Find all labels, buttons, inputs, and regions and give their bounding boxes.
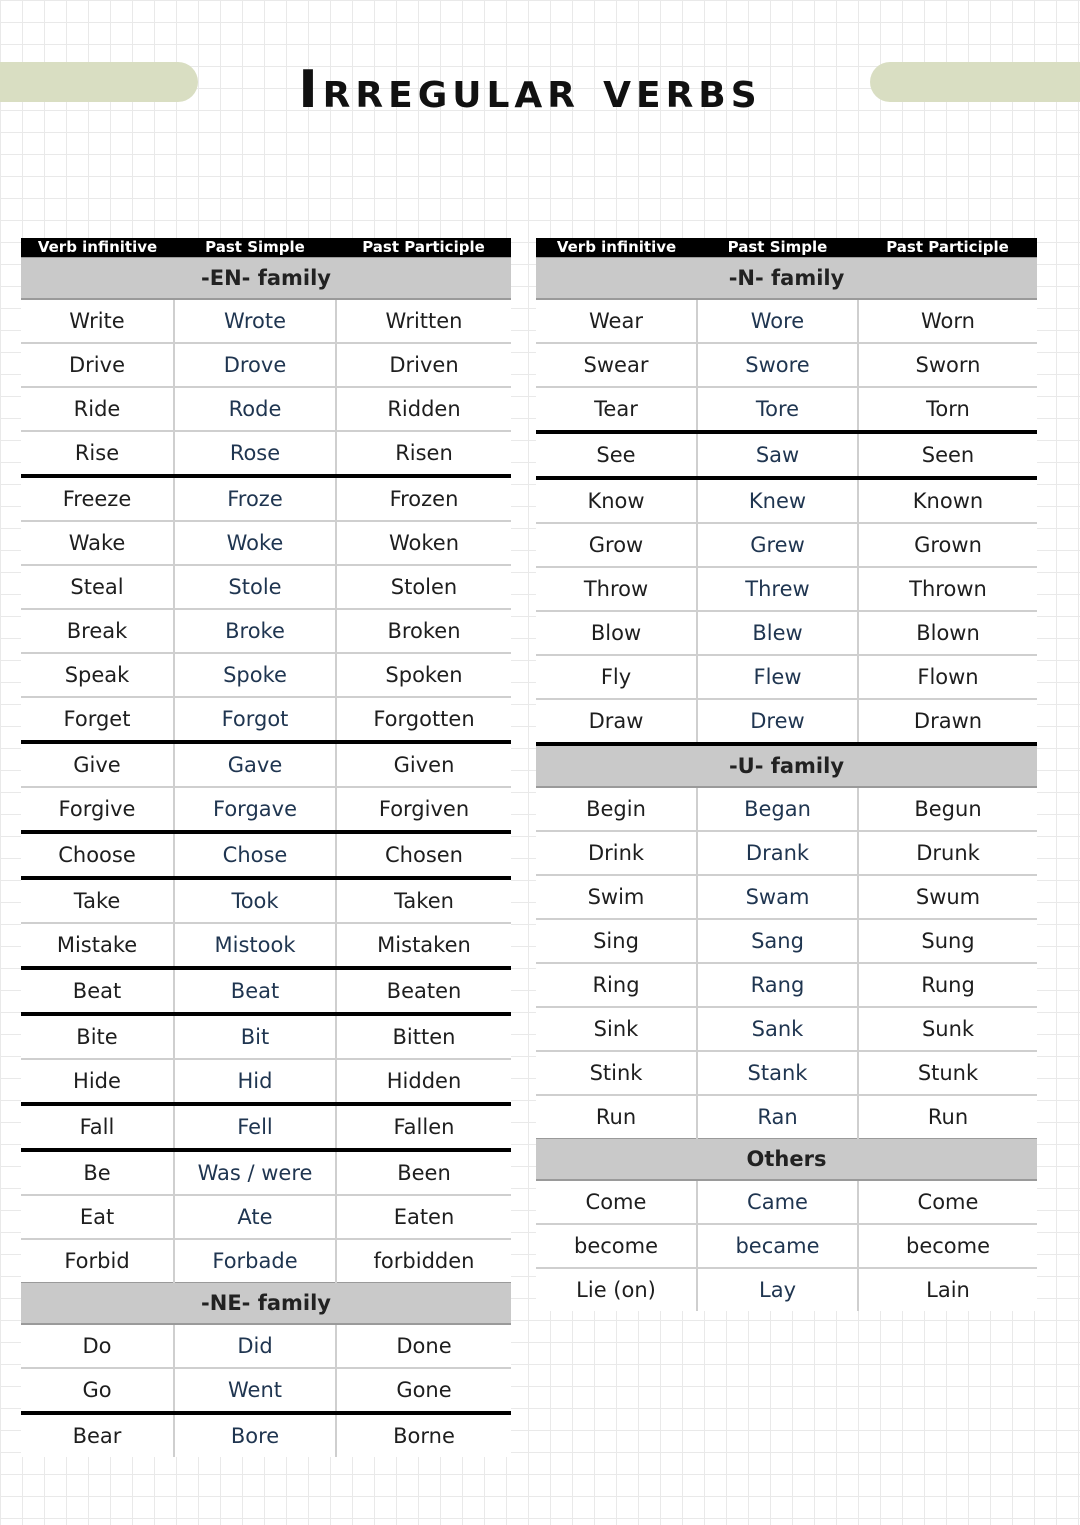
- past-participle-cell: Woken: [336, 521, 511, 565]
- past-simple-cell: became: [697, 1224, 858, 1268]
- past-simple-cell: Stole: [174, 565, 336, 609]
- verb-infinitive-cell: Draw: [536, 699, 697, 744]
- past-simple-cell: Did: [174, 1324, 336, 1368]
- family-header-row: [536, 258, 1037, 300]
- past-simple-cell: Blew: [697, 611, 858, 655]
- verb-infinitive-cell: Fall: [21, 1104, 174, 1150]
- past-simple-cell: Grew: [697, 523, 858, 567]
- table-row: [21, 1324, 511, 1368]
- past-participle-cell: Stunk: [858, 1051, 1037, 1095]
- past-participle-cell: Hidden: [336, 1059, 511, 1104]
- header-past-simple: Past Simple: [174, 238, 336, 258]
- past-simple-cell: Ate: [174, 1195, 336, 1239]
- verb-table-left: [21, 238, 511, 1457]
- table-row: [21, 1368, 511, 1413]
- past-participle-cell: Thrown: [858, 567, 1037, 611]
- past-simple-cell: Saw: [697, 432, 858, 478]
- past-participle-cell: Sunk: [858, 1007, 1037, 1051]
- past-simple-cell: Forgave: [174, 787, 336, 832]
- verb-infinitive-cell: Bear: [21, 1413, 174, 1457]
- header-past-participle: Past Participle: [336, 238, 511, 258]
- past-simple-cell: Fell: [174, 1104, 336, 1150]
- past-participle-cell: Swum: [858, 875, 1037, 919]
- past-simple-cell: Bore: [174, 1413, 336, 1457]
- past-participle-cell: Begun: [858, 787, 1037, 831]
- verb-infinitive-cell: Do: [21, 1324, 174, 1368]
- table-row: [21, 968, 511, 1014]
- verb-infinitive-cell: Ring: [536, 963, 697, 1007]
- past-participle-cell: Stolen: [336, 565, 511, 609]
- table-row: [21, 431, 511, 476]
- verb-infinitive-cell: Sink: [536, 1007, 697, 1051]
- verb-infinitive-cell: Lie (on): [536, 1268, 697, 1311]
- verb-infinitive-cell: Give: [21, 742, 174, 787]
- verb-infinitive-cell: Forbid: [21, 1239, 174, 1283]
- past-simple-cell: Wore: [697, 299, 858, 343]
- past-simple-cell: Came: [697, 1180, 858, 1224]
- past-participle-cell: Rung: [858, 963, 1037, 1007]
- table-row: [21, 476, 511, 521]
- past-simple-cell: Forbade: [174, 1239, 336, 1283]
- table-row: [21, 742, 511, 787]
- verb-infinitive-cell: Be: [21, 1150, 174, 1195]
- past-simple-cell: Threw: [697, 567, 858, 611]
- header-verb-infinitive: Verb infinitive: [536, 238, 697, 258]
- past-participle-cell: Frozen: [336, 476, 511, 521]
- table-row: [536, 343, 1037, 387]
- table-row: [536, 387, 1037, 432]
- verb-infinitive-cell: Forget: [21, 697, 174, 742]
- past-participle-cell: Beaten: [336, 968, 511, 1014]
- past-participle-cell: Given: [336, 742, 511, 787]
- past-participle-cell: Fallen: [336, 1104, 511, 1150]
- table-row: [21, 609, 511, 653]
- verb-infinitive-cell: Grow: [536, 523, 697, 567]
- verb-infinitive-cell: Go: [21, 1368, 174, 1413]
- past-simple-cell: Drew: [697, 699, 858, 744]
- past-simple-cell: Froze: [174, 476, 336, 521]
- past-simple-cell: Went: [174, 1368, 336, 1413]
- table-row: [21, 1014, 511, 1059]
- past-participle-cell: become: [858, 1224, 1037, 1268]
- verb-infinitive-cell: Tear: [536, 387, 697, 432]
- verb-infinitive-cell: Break: [21, 609, 174, 653]
- past-participle-cell: Run: [858, 1095, 1037, 1139]
- verb-infinitive-cell: Drive: [21, 343, 174, 387]
- table-row: [536, 1268, 1037, 1311]
- verb-infinitive-cell: Wear: [536, 299, 697, 343]
- verb-infinitive-cell: Bite: [21, 1014, 174, 1059]
- past-simple-cell: Beat: [174, 968, 336, 1014]
- family-label: -NE- family: [21, 1283, 511, 1325]
- table-row: [536, 567, 1037, 611]
- verb-infinitive-cell: Drink: [536, 831, 697, 875]
- verb-infinitive-cell: Swear: [536, 343, 697, 387]
- past-participle-cell: Drunk: [858, 831, 1037, 875]
- decorative-band-left: [0, 62, 198, 102]
- table-row: [536, 1051, 1037, 1095]
- past-participle-cell: Mistaken: [336, 923, 511, 968]
- past-simple-cell: Spoke: [174, 653, 336, 697]
- past-simple-cell: Ran: [697, 1095, 858, 1139]
- past-simple-cell: Rose: [174, 431, 336, 476]
- table-row: [536, 432, 1037, 478]
- past-simple-cell: Stank: [697, 1051, 858, 1095]
- past-simple-cell: Rang: [697, 963, 858, 1007]
- past-participle-cell: Sung: [858, 919, 1037, 963]
- past-simple-cell: Bit: [174, 1014, 336, 1059]
- past-simple-cell: Swore: [697, 343, 858, 387]
- past-participle-cell: Bitten: [336, 1014, 511, 1059]
- verb-infinitive-cell: Sing: [536, 919, 697, 963]
- verb-table-right: [536, 238, 1037, 1311]
- past-participle-cell: Lain: [858, 1268, 1037, 1311]
- table-row: [536, 478, 1037, 523]
- table-row: [21, 565, 511, 609]
- past-simple-cell: Wrote: [174, 299, 336, 343]
- verb-infinitive-cell: Take: [21, 878, 174, 923]
- family-label: -N- family: [536, 258, 1037, 300]
- table-row: [21, 1059, 511, 1104]
- past-participle-cell: Grown: [858, 523, 1037, 567]
- past-participle-cell: Eaten: [336, 1195, 511, 1239]
- header-past-simple: Past Simple: [697, 238, 858, 258]
- table-row: [536, 963, 1037, 1007]
- past-simple-cell: Sank: [697, 1007, 858, 1051]
- verb-infinitive-cell: Freeze: [21, 476, 174, 521]
- verb-infinitive-cell: Ride: [21, 387, 174, 431]
- past-participle-cell: Taken: [336, 878, 511, 923]
- table-row: [536, 1007, 1037, 1051]
- past-simple-cell: Forgot: [174, 697, 336, 742]
- verb-infinitive-cell: Fly: [536, 655, 697, 699]
- table-row: [536, 655, 1037, 699]
- table-row: [21, 387, 511, 431]
- table-row: [21, 343, 511, 387]
- table-row: [536, 1095, 1037, 1139]
- table-body: [536, 258, 1037, 1312]
- verb-infinitive-cell: See: [536, 432, 697, 478]
- header-past-participle: Past Participle: [858, 238, 1037, 258]
- verb-infinitive-cell: Speak: [21, 653, 174, 697]
- decorative-band-right: [870, 62, 1080, 102]
- table-row: [21, 521, 511, 565]
- verb-infinitive-cell: Come: [536, 1180, 697, 1224]
- table-row: [21, 1413, 511, 1457]
- past-participle-cell: Chosen: [336, 832, 511, 878]
- past-participle-cell: Forgiven: [336, 787, 511, 832]
- past-simple-cell: Was / were: [174, 1150, 336, 1195]
- verb-infinitive-cell: Know: [536, 478, 697, 523]
- table-row: [21, 878, 511, 923]
- past-simple-cell: Hid: [174, 1059, 336, 1104]
- table-row: [21, 832, 511, 878]
- past-participle-cell: Seen: [858, 432, 1037, 478]
- page-title: Irregular verbs: [298, 60, 762, 120]
- past-participle-cell: Gone: [336, 1368, 511, 1413]
- table-row: [21, 923, 511, 968]
- verb-infinitive-cell: Run: [536, 1095, 697, 1139]
- table-row: [536, 831, 1037, 875]
- table-row: [536, 699, 1037, 744]
- past-participle-cell: Drawn: [858, 699, 1037, 744]
- past-simple-cell: Flew: [697, 655, 858, 699]
- family-label: -U- family: [536, 744, 1037, 787]
- past-participle-cell: Risen: [336, 431, 511, 476]
- verb-infinitive-cell: Rise: [21, 431, 174, 476]
- table-row: [21, 1150, 511, 1195]
- past-simple-cell: Swam: [697, 875, 858, 919]
- past-simple-cell: Woke: [174, 521, 336, 565]
- past-participle-cell: Come: [858, 1180, 1037, 1224]
- past-participle-cell: Torn: [858, 387, 1037, 432]
- table-row: [536, 875, 1037, 919]
- family-label: -EN- family: [21, 258, 511, 300]
- verb-infinitive-cell: Mistake: [21, 923, 174, 968]
- verb-infinitive-cell: Wake: [21, 521, 174, 565]
- past-participle-cell: Spoken: [336, 653, 511, 697]
- verb-infinitive-cell: Eat: [21, 1195, 174, 1239]
- past-participle-cell: Ridden: [336, 387, 511, 431]
- table-row: [536, 1224, 1037, 1268]
- table-row: [536, 523, 1037, 567]
- family-header-row: [21, 258, 511, 300]
- table-row: [21, 787, 511, 832]
- verb-infinitive-cell: Steal: [21, 565, 174, 609]
- past-participle-cell: Borne: [336, 1413, 511, 1457]
- past-simple-cell: Gave: [174, 742, 336, 787]
- past-participle-cell: Sworn: [858, 343, 1037, 387]
- past-participle-cell: Done: [336, 1324, 511, 1368]
- past-participle-cell: Written: [336, 299, 511, 343]
- verb-infinitive-cell: Write: [21, 299, 174, 343]
- past-simple-cell: Mistook: [174, 923, 336, 968]
- past-participle-cell: Forgotten: [336, 697, 511, 742]
- past-simple-cell: Drank: [697, 831, 858, 875]
- table-row: [21, 1104, 511, 1150]
- header-verb-infinitive: Verb infinitive: [21, 238, 174, 258]
- verb-infinitive-cell: Swim: [536, 875, 697, 919]
- past-simple-cell: Broke: [174, 609, 336, 653]
- verb-infinitive-cell: Begin: [536, 787, 697, 831]
- verb-infinitive-cell: Choose: [21, 832, 174, 878]
- verb-infinitive-cell: Stink: [536, 1051, 697, 1095]
- past-participle-cell: Broken: [336, 609, 511, 653]
- verb-infinitive-cell: Throw: [536, 567, 697, 611]
- family-header-row: [536, 1139, 1037, 1181]
- family-label: Others: [536, 1139, 1037, 1181]
- table-row: [21, 653, 511, 697]
- past-simple-cell: Drove: [174, 343, 336, 387]
- past-simple-cell: Began: [697, 787, 858, 831]
- verb-infinitive-cell: become: [536, 1224, 697, 1268]
- verb-infinitive-cell: Forgive: [21, 787, 174, 832]
- table-header-row: [536, 238, 1037, 258]
- past-simple-cell: Tore: [697, 387, 858, 432]
- past-simple-cell: Took: [174, 878, 336, 923]
- table-row: [21, 1239, 511, 1283]
- table-body: [21, 258, 511, 1458]
- past-simple-cell: Sang: [697, 919, 858, 963]
- table-row: [536, 611, 1037, 655]
- past-participle-cell: Been: [336, 1150, 511, 1195]
- verb-infinitive-cell: Blow: [536, 611, 697, 655]
- past-participle-cell: Flown: [858, 655, 1037, 699]
- verb-infinitive-cell: Hide: [21, 1059, 174, 1104]
- past-participle-cell: Worn: [858, 299, 1037, 343]
- past-participle-cell: Blown: [858, 611, 1037, 655]
- table-row: [21, 1195, 511, 1239]
- table-header-row: [21, 238, 511, 258]
- past-simple-cell: Chose: [174, 832, 336, 878]
- past-participle-cell: Known: [858, 478, 1037, 523]
- family-header-row: [21, 1283, 511, 1325]
- table-row: [536, 299, 1037, 343]
- family-header-row: [536, 744, 1037, 787]
- past-simple-cell: Lay: [697, 1268, 858, 1311]
- table-row: [21, 697, 511, 742]
- table-row: [536, 919, 1037, 963]
- table-row: [536, 787, 1037, 831]
- past-simple-cell: Knew: [697, 478, 858, 523]
- past-simple-cell: Rode: [174, 387, 336, 431]
- table-row: [536, 1180, 1037, 1224]
- verb-infinitive-cell: Beat: [21, 968, 174, 1014]
- past-participle-cell: Driven: [336, 343, 511, 387]
- past-participle-cell: forbidden: [336, 1239, 511, 1283]
- table-row: [21, 299, 511, 343]
